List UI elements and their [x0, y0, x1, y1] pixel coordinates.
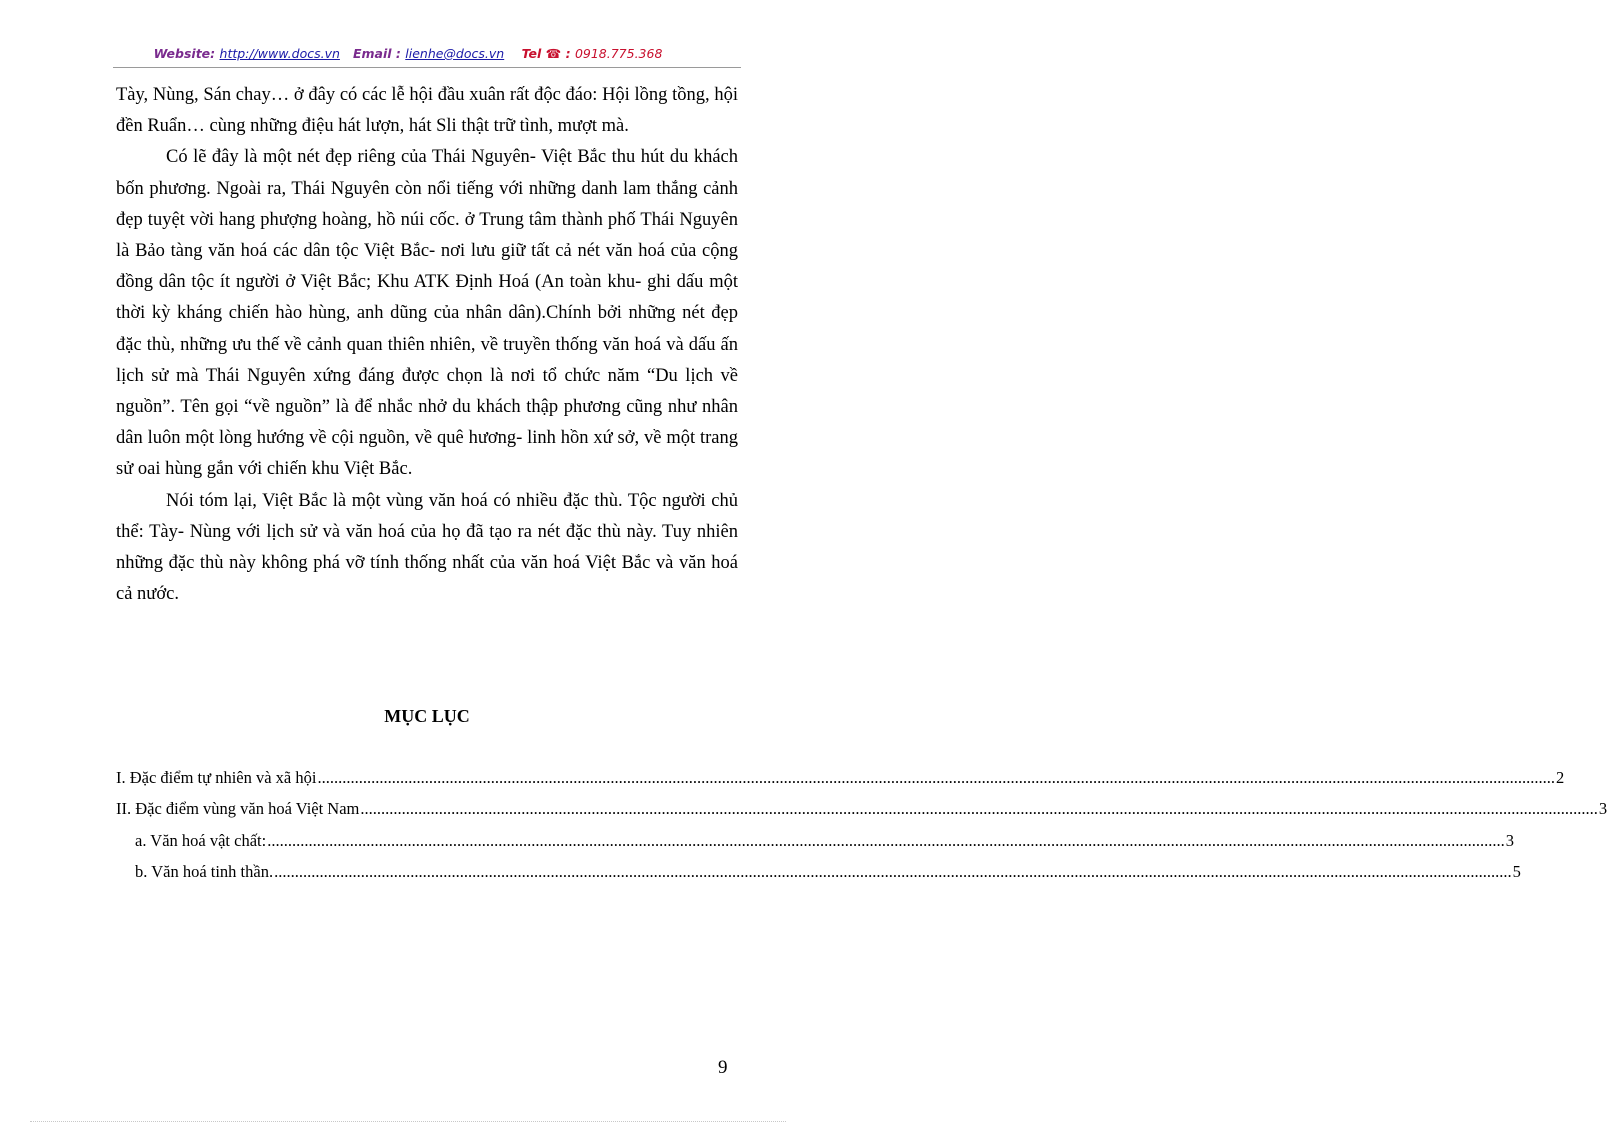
paragraph: Có lẽ đây là một nét đẹp riêng của Thái Nguyên- Việt Bắc thu hút du khách bốn phương. Ngoài ra, Thái Nguyên còn nổi tiếng với những danh lam thắng cảnh đẹp tuyệt vời hang phượng hoàng, hồ núi cốc. ở Trung tâm thành phố Thái Nguyên là Bảo tàng văn hoá các dân tộc Việt Bắc- nơi lưu giữ tất cả nét văn hoá của cộng đồng dân tộc ít người ở Việt Bắc; Khu ATK Định Hoá (An toàn khu- ghi dấu một thời kỳ kháng chiến hào hùng, anh dũng của nhân dân).Chính bởi những nét đẹp đặc thù, những ưu thế về cảnh quan thiên nhiên, về truyền thống văn hoá và dấu ấn lịch sử mà Thái Nguyên xứng đáng được chọn là nơi tổ chức năm “Du lịch về nguồn”. Tên gọi “về nguồn” là để nhắc nhở du khách thập phương cũng như nhân dân luôn một lòng hướng về cội nguồn, về quê hương- linh hồn xứ sở, về một trang sử oai hùng gắn với chiến khu Việt Bắc. — [116, 147, 738, 480]
page-header — [0, 46, 816, 61]
toc-entry-page: 2 — [1555, 768, 1565, 787]
email-link[interactable]: lienhe@docs.vn — [405, 46, 505, 61]
toc-entry-title: II. Đặc điểm vùng văn hoá Việt Nam — [116, 799, 360, 819]
toc-entry-title: a. Văn hoá vật chất: — [135, 830, 267, 850]
document-body — [116, 80, 738, 610]
email-label: Email : — [352, 46, 401, 61]
tel-label: Tel ☎ : — [521, 46, 571, 61]
paragraph-continuation: Tày, Nùng, Sán chay… ở đây có các lễ hội đầu xuân rất độc đáo: Hội lồng tồng, hội đền Ruẩn… cùng những điệu hát lượn, hát Sli thật trữ tình, mượt mà. — [116, 85, 738, 137]
page-number: 9 — [718, 1057, 728, 1078]
toc-leader: ............................................................................................................................................................................................................................................................................................................ — [267, 830, 1505, 850]
toc-entry-title: b. Văn hoá tinh thần. — [135, 861, 274, 881]
toc-entry[interactable] — [116, 861, 1521, 893]
toc-leader: ............................................................................................................................................................................................................................................................................................................ — [317, 768, 1555, 787]
phone-number: 0918.775.368 — [574, 46, 663, 61]
toc-title: MỤC LỤC — [384, 706, 470, 726]
toc-entry-page: 5 — [1512, 861, 1521, 881]
toc-entry[interactable] — [116, 830, 1514, 862]
page-bottom-divider — [30, 1121, 786, 1122]
table-of-contents — [116, 768, 1607, 893]
toc-entry-title: I. Đặc điểm tự nhiên và xã hội — [116, 768, 317, 787]
toc-entry[interactable] — [116, 768, 1565, 799]
toc-leader: ............................................................................................................................................................................................................................................................................................................ — [274, 861, 1512, 881]
header-divider — [113, 67, 741, 68]
toc-entry-page: 3 — [1598, 799, 1607, 819]
paragraph: Nói tóm lại, Việt Bắc là một vùng văn hoá có nhiều đặc thù. Tộc người chủ thể: Tày- Nùng với lịch sử và văn hoá của họ đã tạo ra nét đặc thù này. Tuy nhiên những đặc thù này không phá vỡ tính thống nhất của văn hoá Việt Bắc và văn hoá cả nước. — [116, 490, 738, 605]
toc-entry-page: 3 — [1505, 830, 1514, 850]
website-link[interactable]: http://www.docs.vn — [219, 46, 340, 61]
toc-leader: ............................................................................................................................................................................................................................................................................................................ — [360, 799, 1598, 819]
website-label: Website: — [153, 46, 216, 61]
toc-entry[interactable] — [116, 799, 1607, 830]
